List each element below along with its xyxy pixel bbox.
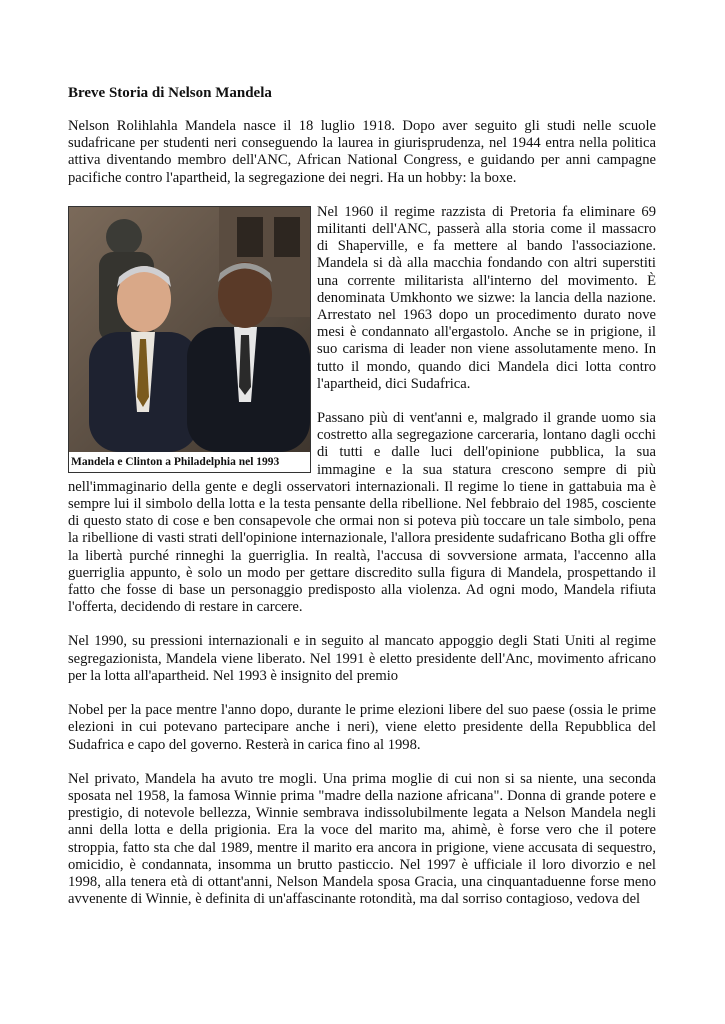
photo-caption: Mandela e Clinton a Philadelphia nel 1993: [69, 452, 310, 472]
paragraph-intro: Nelson Rolihlahla Mandela nasce il 18 luglio 1918. Dopo aver seguito gli studi nelle scuole sudafricane per studenti neri conseguendo la laurea in giurisprudenza, nel 1944 entra nella politica attiva diventando membro dell'ANC, African National Congress, e guidando per anni campagne pacifiche contro l'apartheid, la segregazione dei negri. Ha un hobby: la boxe.: [68, 118, 656, 186]
photo-image: [69, 207, 310, 452]
page-title: Breve Storia di Nelson Mandela: [68, 85, 272, 101]
article-body: [68, 84, 656, 925]
paragraph-private: Nel privato, Mandela ha avuto tre mogli. Una prima moglie di cui non si sa niente, una seconda sposata nel 1958, la famosa Winnie prima "madre della nazione africana". Donna di grande potere e prestigio, di notevole bellezza, Winnie sembrava indissolubilmente legata a Nelson Mandela negli anni della lotta e della prigionia. Era la voce del marito ma, ahimè, è forse vero che il potere stroppia, fatto sta che dal 1989, mentre il marito era ancora in prigione, viene accusata di sequestro, omicidio, è condannata, insomma un brutto pasticcio. Nel 1997 è ufficiale il loro divorzio e nel 1998, alla tenera età di ottant'anni, Nelson Mandela sposa Gracia, una cinquantaduenne forse meno avvenente di Winnie, è definita di un'affascinante rotondità, ma dal sorriso contagioso, vedova del: [68, 770, 656, 908]
paragraph-prison: Passano più di vent'anni e, malgrado il grande uomo sia costretto alla segregazione carceraria, lontano dagli occhi di tutti e dalle luci dell'opinione pubblica, la sua immagine e la sua statura crescono sempre di più nell'immaginario della gente e degli osservatori internazionali. Il regime lo tiene in gattabuia ma è sempre lui il simbolo della lotta e la testa pensante della ribellione. Nel febbraio del 1985, cosciente di questo stato di cose e ben consapevole che ormai non si poteva più toccare un tale simbolo, pena la ribellione di vasti strati dell'opinione internazionale, l'allora presidente sudafricano Botha gli offre la libertà purché rinneghi la guerriglia. In realtà, l'accusa di sovversione armata, l'accenno alla guerriglia appunto, è solo un modo per gettare discredito sulla figura di Mandela, prospettando il fatto che fosse di base un personaggio predisposto alla violenza. Ad ogni modo, Mandela rifiuta l'offerta, decidendo di restare in carcere.: [68, 410, 656, 616]
paragraph-1960: Nel 1960 il regime razzista di Pretoria fa eliminare 69 militanti dell'ANC, passerà alla storia come il massacro di Shaperville, e fa mettere al bando l'associazione. Mandela si dà alla macchia fondando con altri superstiti una corrente militarista all'interno del movimento. È denominata Umkhonto we sizwe: la lancia della nazione. Arrestato nel 1963 dopo un procedimento durato nove mesi è condannato all'ergastolo. Anche se in prigione, il suo carisma di leader non viene assolutamente meno. In tutto il mondo, quando dici Mandela dici lotta contro l'apartheid, dici Sudafrica.: [317, 203, 656, 392]
paragraph-1990: Nel 1990, su pressioni internazionali e in seguito al mancato appoggio degli Stati Uniti al regime segregazionista, Mandela viene liberato. Nel 1991 è eletto presidente dell'Anc, movimento africano per la lotta all'apartheid. Nel 1993 è insignito del premio: [68, 633, 656, 684]
photo-mandela-clinton: [68, 206, 311, 473]
paragraph-nobel: Nobel per la pace mentre l'anno dopo, durante le prime elezioni libere del suo paese (ossia le prime elezioni in cui potevano partecipare anche i neri), viene eletto presidente della Repubblica del Sudafrica e capo del governo. Resterà in carica fino al 1998.: [68, 702, 656, 753]
